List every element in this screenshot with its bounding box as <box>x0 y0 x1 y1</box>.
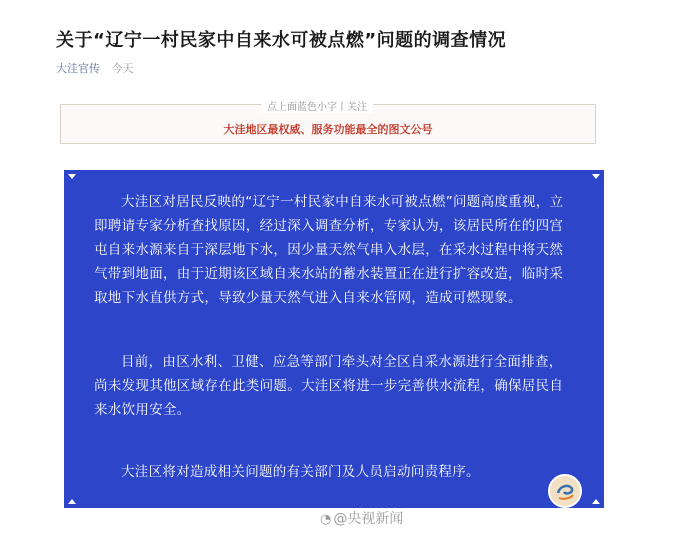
follow-slogan: 大洼地区最权威、服务功能最全的图文公号 <box>223 123 433 136</box>
follow-banner[interactable] <box>60 104 596 144</box>
publish-date: 今天 <box>111 62 134 75</box>
swirl-logo-icon <box>550 476 580 506</box>
article-meta <box>56 60 134 76</box>
corner-marker-icon <box>592 174 600 179</box>
follow-hint: 点上面蓝色小字丨关注 <box>261 98 373 113</box>
watermark-text: @央视新闻 <box>333 511 404 527</box>
article-title: 关于“辽宁一村民家中自来水可被点燃”问题的调查情况 <box>56 30 507 51</box>
watermark <box>320 508 403 528</box>
notice-paragraph: 目前，由区水利、卫健、应急等部门牵头对全区自采水源进行全面排查，尚未发现其他区域存在此类问题。大洼区将进一步完善供水流程，确保居民自来水饮用安全。 <box>94 354 564 418</box>
notice-card <box>64 170 604 508</box>
site-logo-icon <box>548 474 582 508</box>
notice-paragraph: 大洼区将对造成相关问题的有关部门及人员启动问责程序。 <box>121 464 480 480</box>
account-name-link[interactable]: 大洼官传 <box>56 62 100 75</box>
notice-paragraph: 大洼区对居民反映的“辽宁一村民家中自来水可被点燃”问题高度重视，立即聘请专家分析查找原因，经过深入调查分析，专家认为，该居民所在的四宫屯自来水源来自于深层地下水，因少量天然气串入水层，在采水过程中将天然气带到地面，由于近期该区域自来水站的蓄水装置正在进行扩容改造，临时采取地下水直供方式，导致少量天然气进入自来水管网，造成可燃现象。 <box>94 194 564 306</box>
weibo-logo-icon: ◔ <box>320 512 332 527</box>
corner-marker-icon <box>68 174 76 179</box>
corner-marker-icon <box>592 499 600 504</box>
corner-marker-icon <box>68 499 76 504</box>
